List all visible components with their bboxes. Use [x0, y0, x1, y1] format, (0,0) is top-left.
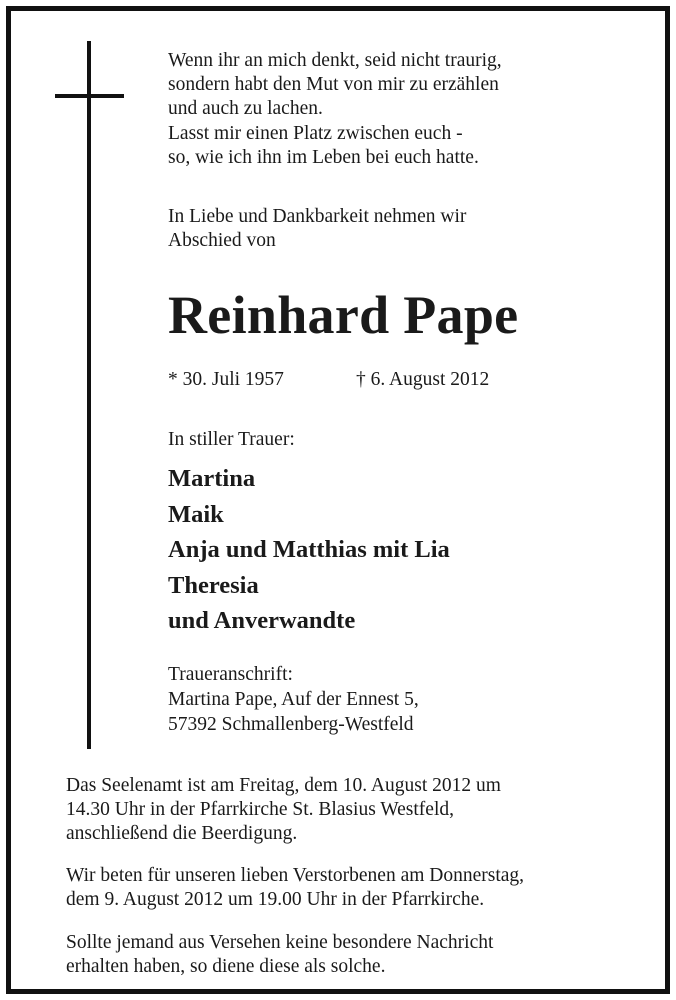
mourner-name: Maik	[168, 500, 224, 528]
farewell-intro	[168, 205, 466, 253]
mourning-address	[168, 662, 419, 737]
paragraph-line: anschließend die Beerdigung.	[66, 823, 298, 845]
memorial-poem	[168, 49, 502, 170]
closing-paragraph	[66, 931, 493, 979]
paragraph-line: dem 9. August 2012 um 19.00 Uhr in der Pfarrkirche.	[66, 889, 485, 911]
poem-line: sondern habt den Mut von mir zu erzählen	[168, 74, 499, 96]
paragraph-line: Sollte jemand aus Versehen keine besondere Nachricht	[66, 932, 494, 953]
paragraph-line: Wir beten für unseren lieben Verstorbenen am Donnerstag,	[66, 865, 525, 886]
poem-line: so, wie ich ihn im Leben bei euch hatte.	[168, 146, 479, 168]
address-line: Martina Pape, Auf der Ennest 5,	[168, 689, 419, 710]
address-line: 57392 Schmallenberg-Westfeld	[168, 714, 414, 735]
paragraph-line: Das Seelenamt ist am Freitag, dem 10. August 2012 um	[66, 775, 501, 796]
cross-vertical-bar	[87, 41, 91, 749]
birth-date: * 30. Juli 1957	[168, 369, 284, 390]
poem-line: Lasst mir einen Platz zwischen euch -	[168, 122, 463, 144]
address-label: Traueranschrift:	[168, 664, 293, 685]
paragraph-line: 14.30 Uhr in der Pfarrkirche St. Blasius Westfeld,	[66, 799, 455, 821]
mourner-name: Anja und Matthias mit Lia	[168, 536, 450, 563]
mourners-list	[168, 461, 450, 639]
deceased-name: Reinhard Pape	[168, 285, 519, 345]
intro-line: Abschied von	[168, 230, 276, 252]
paragraph-line: erhalten haben, so diene diese als solche.	[66, 956, 386, 978]
death-date: † 6. August 2012	[356, 369, 490, 390]
mourner-name: Martina	[168, 465, 256, 492]
cross-horizontal-bar	[55, 94, 124, 98]
mourner-name: und Anverwandte	[168, 607, 356, 634]
obituary-notice	[6, 6, 670, 994]
mourner-name: Theresia	[168, 571, 259, 599]
life-dates	[168, 367, 588, 393]
intro-line: In Liebe und Dankbarkeit nehmen wir	[168, 206, 467, 227]
poem-line: und auch zu lachen.	[168, 98, 323, 120]
mourning-label: In stiller Trauer:	[168, 429, 295, 450]
prayer-paragraph	[66, 864, 524, 912]
requiem-paragraph	[66, 774, 501, 847]
poem-line: Wenn ihr an mich denkt, seid nicht traurig,	[168, 50, 502, 71]
